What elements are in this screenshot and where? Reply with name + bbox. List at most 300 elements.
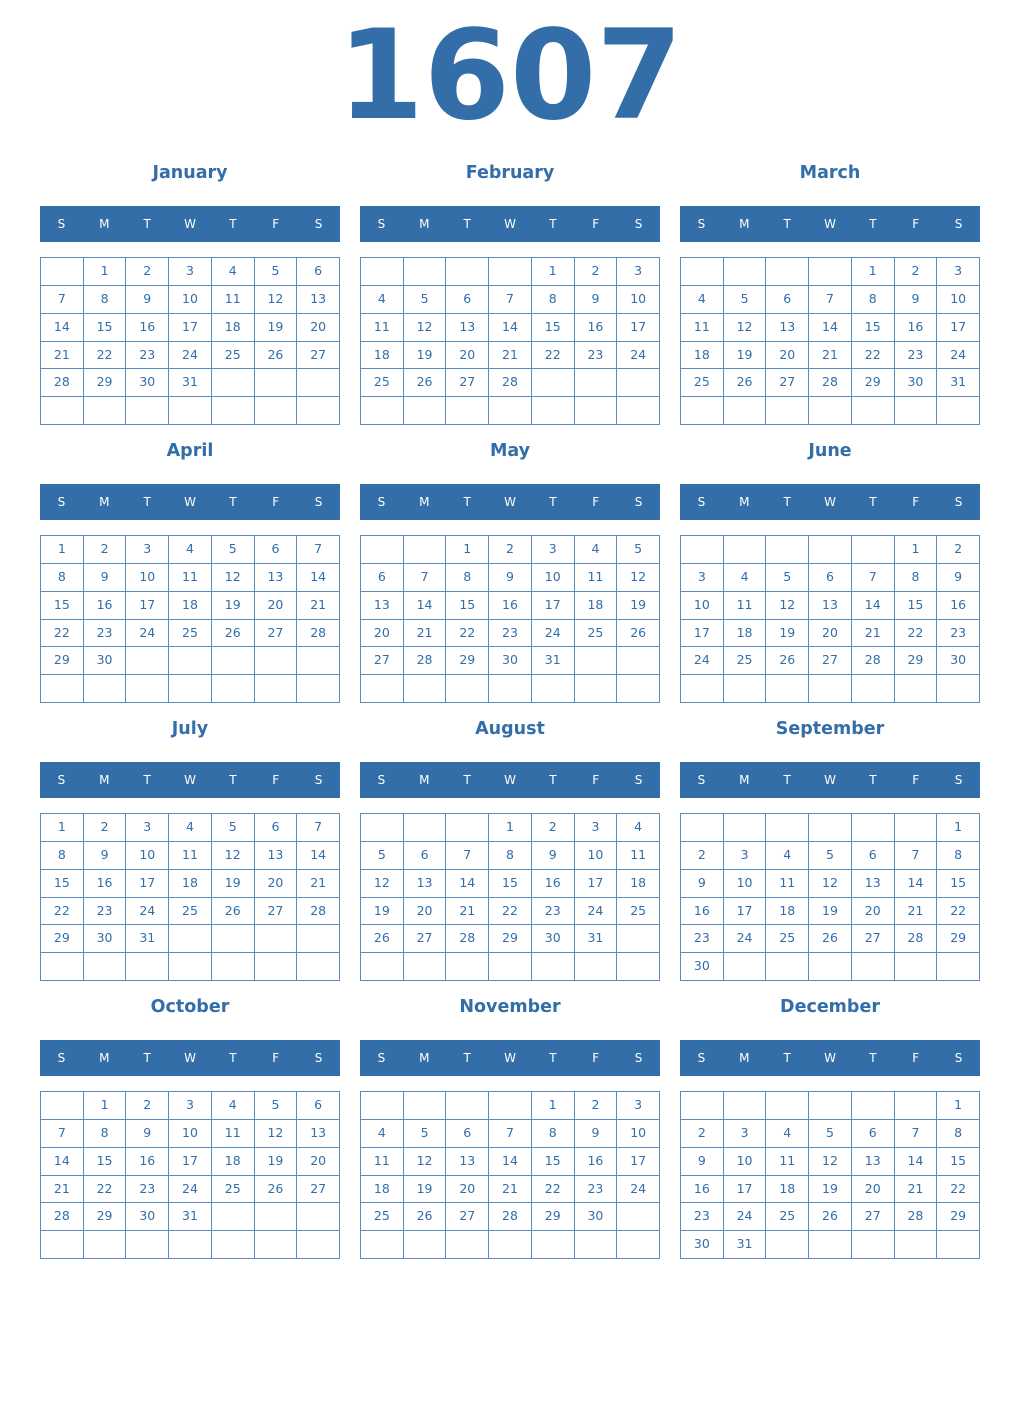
day-cell: 3 (681, 564, 724, 592)
empty-day-cell (724, 814, 767, 842)
weekday-label: W (184, 773, 196, 787)
weekday-label: T (229, 217, 237, 231)
empty-day-cell (617, 397, 660, 425)
empty-day-cell (169, 675, 212, 703)
weekday-label: W (824, 495, 836, 509)
day-cell: 21 (809, 342, 852, 370)
day-cell: 5 (809, 1120, 852, 1148)
day-cell: 26 (809, 925, 852, 953)
day-cell: 31 (126, 925, 169, 953)
day-cell: 16 (84, 592, 127, 620)
weekday-label: M (739, 217, 750, 231)
day-cell: 20 (361, 620, 404, 648)
empty-day-cell (212, 1203, 255, 1231)
empty-day-cell (489, 397, 532, 425)
day-cell: 2 (681, 842, 724, 870)
day-cell: 27 (255, 898, 298, 926)
empty-day-cell (681, 536, 724, 564)
empty-day-cell (532, 953, 575, 981)
empty-day-cell (852, 953, 895, 981)
weekday-header (680, 484, 980, 520)
day-cell: 4 (169, 536, 212, 564)
day-cell: 27 (852, 1203, 895, 1231)
day-cell: 4 (361, 286, 404, 314)
day-cell: 3 (617, 1092, 660, 1120)
day-cell: 7 (895, 842, 938, 870)
day-cell: 9 (575, 286, 618, 314)
empty-day-cell (212, 1231, 255, 1259)
day-cell: 5 (404, 1120, 447, 1148)
day-cell: 24 (126, 620, 169, 648)
day-cell: 13 (852, 1148, 895, 1176)
empty-day-cell (937, 675, 980, 703)
empty-day-cell (681, 397, 724, 425)
day-cell: 16 (681, 898, 724, 926)
day-cell: 15 (489, 870, 532, 898)
weekday-label: M (419, 217, 430, 231)
weekday-label: T (143, 1051, 151, 1065)
day-cell: 27 (809, 647, 852, 675)
day-cell: 24 (575, 898, 618, 926)
day-cell: 17 (724, 898, 767, 926)
empty-day-cell (446, 397, 489, 425)
day-cell: 17 (532, 592, 575, 620)
day-cell: 1 (41, 536, 84, 564)
day-cell: 25 (361, 369, 404, 397)
empty-day-cell (446, 1092, 489, 1120)
day-cell: 27 (297, 1176, 340, 1204)
day-cell: 14 (895, 1148, 938, 1176)
day-cell: 17 (617, 1148, 660, 1176)
day-cell: 7 (489, 286, 532, 314)
weekday-label: S (57, 1051, 66, 1065)
day-cell: 8 (532, 1120, 575, 1148)
empty-day-cell (766, 536, 809, 564)
weekday-header (360, 484, 660, 520)
day-cell: 2 (575, 258, 618, 286)
month-name: September (775, 719, 885, 739)
day-cell: 27 (446, 1203, 489, 1231)
empty-day-cell (532, 369, 575, 397)
empty-day-cell (446, 675, 489, 703)
weekday-label: W (824, 773, 836, 787)
weekday-label: M (99, 773, 110, 787)
weekday-label: T (463, 773, 471, 787)
day-cell: 7 (809, 286, 852, 314)
empty-day-cell (41, 1092, 84, 1120)
day-cell: 13 (766, 314, 809, 342)
weekday-label: S (377, 773, 386, 787)
day-cell: 21 (489, 342, 532, 370)
day-cell: 14 (489, 314, 532, 342)
day-cell: 3 (724, 1120, 767, 1148)
day-cell: 29 (489, 925, 532, 953)
day-cell: 22 (937, 898, 980, 926)
day-cell: 29 (84, 1203, 127, 1231)
day-cell: 3 (937, 258, 980, 286)
weekday-label: T (463, 1051, 471, 1065)
day-cell: 30 (681, 1231, 724, 1259)
weekday-header (360, 206, 660, 242)
day-cell: 3 (575, 814, 618, 842)
day-cell: 22 (446, 620, 489, 648)
day-cell: 16 (895, 314, 938, 342)
day-cell: 24 (724, 1203, 767, 1231)
day-grid (360, 535, 660, 703)
day-cell: 11 (169, 842, 212, 870)
weekday-label: S (954, 495, 963, 509)
month-name: October (150, 997, 230, 1017)
day-cell: 20 (446, 1176, 489, 1204)
weekday-header (360, 1040, 660, 1076)
day-cell: 1 (489, 814, 532, 842)
day-cell: 10 (575, 842, 618, 870)
day-cell: 4 (169, 814, 212, 842)
day-cell: 17 (681, 620, 724, 648)
day-cell: 13 (255, 564, 298, 592)
day-cell: 24 (681, 647, 724, 675)
day-cell: 9 (575, 1120, 618, 1148)
day-cell: 1 (532, 258, 575, 286)
weekday-label: S (634, 217, 643, 231)
day-cell: 10 (724, 1148, 767, 1176)
day-cell: 18 (169, 592, 212, 620)
weekday-label: M (419, 1051, 430, 1065)
day-cell: 19 (724, 342, 767, 370)
day-cell: 13 (361, 592, 404, 620)
day-cell: 19 (404, 342, 447, 370)
day-cell: 9 (126, 286, 169, 314)
day-cell: 10 (169, 286, 212, 314)
day-cell: 17 (724, 1176, 767, 1204)
empty-day-cell (766, 675, 809, 703)
empty-day-cell (489, 675, 532, 703)
day-cell: 17 (575, 870, 618, 898)
day-cell: 13 (446, 314, 489, 342)
day-cell: 2 (126, 1092, 169, 1120)
weekday-label: T (143, 495, 151, 509)
day-cell: 2 (895, 258, 938, 286)
weekday-label: F (912, 217, 920, 231)
empty-day-cell (169, 925, 212, 953)
day-cell: 30 (126, 369, 169, 397)
empty-day-cell (255, 397, 298, 425)
day-cell: 9 (126, 1120, 169, 1148)
day-cell: 11 (361, 1148, 404, 1176)
day-cell: 20 (255, 870, 298, 898)
empty-day-cell (724, 1092, 767, 1120)
weekday-header (680, 762, 980, 798)
month-name: May (489, 441, 531, 461)
weekday-label: T (143, 773, 151, 787)
weekday-label: S (377, 217, 386, 231)
day-cell: 26 (255, 1176, 298, 1204)
empty-day-cell (575, 1231, 618, 1259)
empty-day-cell (404, 675, 447, 703)
day-cell: 22 (489, 898, 532, 926)
day-cell: 18 (681, 342, 724, 370)
day-cell: 19 (212, 592, 255, 620)
day-cell: 4 (766, 1120, 809, 1148)
day-cell: 20 (255, 592, 298, 620)
empty-day-cell (766, 1231, 809, 1259)
empty-day-cell (169, 1231, 212, 1259)
day-cell: 25 (766, 1203, 809, 1231)
empty-day-cell (489, 258, 532, 286)
day-cell: 21 (41, 1176, 84, 1204)
empty-day-cell (852, 1092, 895, 1120)
day-cell: 19 (255, 1148, 298, 1176)
weekday-label: F (912, 495, 920, 509)
day-cell: 20 (446, 342, 489, 370)
empty-day-cell (126, 397, 169, 425)
day-grid (680, 535, 980, 703)
day-cell: 3 (169, 1092, 212, 1120)
day-grid (40, 1091, 340, 1259)
day-cell: 4 (212, 258, 255, 286)
day-cell: 27 (297, 342, 340, 370)
day-cell: 11 (169, 564, 212, 592)
day-cell: 27 (446, 369, 489, 397)
empty-day-cell (361, 1231, 404, 1259)
day-cell: 25 (212, 1176, 255, 1204)
day-cell: 13 (404, 870, 447, 898)
day-cell: 31 (532, 647, 575, 675)
day-cell: 10 (617, 286, 660, 314)
empty-day-cell (255, 369, 298, 397)
empty-day-cell (895, 675, 938, 703)
day-cell: 29 (852, 369, 895, 397)
empty-day-cell (84, 953, 127, 981)
day-cell: 15 (532, 1148, 575, 1176)
day-cell: 6 (852, 842, 895, 870)
empty-day-cell (404, 258, 447, 286)
empty-day-cell (532, 675, 575, 703)
weekday-label: F (272, 773, 280, 787)
empty-day-cell (724, 953, 767, 981)
day-cell: 14 (446, 870, 489, 898)
day-cell: 23 (681, 1203, 724, 1231)
day-cell: 1 (84, 1092, 127, 1120)
day-cell: 6 (766, 286, 809, 314)
day-cell: 25 (617, 898, 660, 926)
day-cell: 9 (532, 842, 575, 870)
day-cell: 1 (41, 814, 84, 842)
weekday-header (40, 484, 340, 520)
day-cell: 22 (532, 1176, 575, 1204)
weekday-label: F (272, 1051, 280, 1065)
empty-day-cell (852, 536, 895, 564)
empty-day-cell (446, 814, 489, 842)
day-cell: 22 (895, 620, 938, 648)
empty-day-cell (937, 397, 980, 425)
empty-day-cell (852, 675, 895, 703)
empty-day-cell (297, 397, 340, 425)
day-cell: 8 (84, 1120, 127, 1148)
weekday-label: W (504, 773, 516, 787)
day-cell: 9 (681, 1148, 724, 1176)
day-cell: 5 (766, 564, 809, 592)
weekday-label: W (824, 217, 836, 231)
empty-day-cell (169, 647, 212, 675)
month-name: April (166, 441, 214, 461)
day-cell: 6 (297, 1092, 340, 1120)
day-cell: 28 (489, 1203, 532, 1231)
day-cell: 18 (766, 1176, 809, 1204)
empty-day-cell (809, 397, 852, 425)
day-cell: 28 (41, 1203, 84, 1231)
day-cell: 21 (895, 1176, 938, 1204)
empty-day-cell (895, 1092, 938, 1120)
weekday-label: T (463, 217, 471, 231)
empty-day-cell (575, 953, 618, 981)
empty-day-cell (169, 953, 212, 981)
empty-day-cell (681, 1092, 724, 1120)
day-cell: 6 (255, 814, 298, 842)
day-cell: 15 (41, 592, 84, 620)
day-cell: 2 (937, 536, 980, 564)
day-cell: 31 (169, 369, 212, 397)
day-cell: 12 (404, 314, 447, 342)
weekday-label: W (184, 495, 196, 509)
day-cell: 18 (724, 620, 767, 648)
weekday-label: S (314, 217, 323, 231)
day-cell: 6 (446, 1120, 489, 1148)
weekday-header (680, 1040, 980, 1076)
day-cell: 14 (852, 592, 895, 620)
day-cell: 19 (766, 620, 809, 648)
weekday-label: T (783, 773, 791, 787)
day-cell: 9 (84, 842, 127, 870)
day-cell: 28 (446, 925, 489, 953)
day-cell: 23 (681, 925, 724, 953)
day-cell: 16 (681, 1176, 724, 1204)
day-cell: 27 (404, 925, 447, 953)
empty-day-cell (617, 675, 660, 703)
day-cell: 12 (766, 592, 809, 620)
day-cell: 29 (895, 647, 938, 675)
day-grid (680, 813, 980, 981)
day-cell: 6 (361, 564, 404, 592)
weekday-label: T (549, 1051, 557, 1065)
day-cell: 10 (681, 592, 724, 620)
empty-day-cell (937, 1231, 980, 1259)
day-cell: 5 (361, 842, 404, 870)
weekday-label: T (463, 495, 471, 509)
day-cell: 14 (809, 314, 852, 342)
day-cell: 2 (84, 814, 127, 842)
weekday-label: S (314, 773, 323, 787)
day-cell: 21 (297, 592, 340, 620)
weekday-label: T (783, 1051, 791, 1065)
day-grid (360, 257, 660, 425)
day-cell: 29 (937, 1203, 980, 1231)
day-grid (360, 1091, 660, 1259)
weekday-label: S (57, 217, 66, 231)
day-cell: 31 (724, 1231, 767, 1259)
empty-day-cell (255, 1203, 298, 1231)
empty-day-cell (809, 1092, 852, 1120)
day-cell: 11 (575, 564, 618, 592)
day-cell: 17 (126, 870, 169, 898)
day-cell: 4 (575, 536, 618, 564)
day-cell: 1 (84, 258, 127, 286)
weekday-label: T (229, 773, 237, 787)
month-name: July (171, 719, 209, 739)
day-cell: 22 (41, 898, 84, 926)
day-cell: 5 (404, 286, 447, 314)
day-cell: 11 (724, 592, 767, 620)
weekday-label: T (229, 1051, 237, 1065)
day-cell: 20 (297, 314, 340, 342)
empty-day-cell (489, 1092, 532, 1120)
empty-day-cell (84, 675, 127, 703)
weekday-label: M (739, 773, 750, 787)
day-cell: 2 (575, 1092, 618, 1120)
day-cell: 27 (852, 925, 895, 953)
empty-day-cell (489, 1231, 532, 1259)
day-cell: 4 (766, 842, 809, 870)
weekday-label: S (697, 773, 706, 787)
day-cell: 13 (297, 286, 340, 314)
empty-day-cell (809, 953, 852, 981)
day-cell: 24 (724, 925, 767, 953)
empty-day-cell (404, 814, 447, 842)
day-cell: 21 (446, 898, 489, 926)
day-cell: 12 (255, 1120, 298, 1148)
empty-day-cell (724, 258, 767, 286)
weekday-label: T (869, 217, 877, 231)
day-cell: 16 (575, 314, 618, 342)
day-cell: 28 (41, 369, 84, 397)
day-cell: 23 (84, 620, 127, 648)
day-cell: 25 (575, 620, 618, 648)
empty-day-cell (617, 369, 660, 397)
day-cell: 26 (766, 647, 809, 675)
day-cell: 11 (361, 314, 404, 342)
empty-day-cell (575, 397, 618, 425)
day-cell: 1 (937, 1092, 980, 1120)
empty-day-cell (724, 397, 767, 425)
day-cell: 10 (617, 1120, 660, 1148)
day-cell: 14 (404, 592, 447, 620)
day-cell: 4 (724, 564, 767, 592)
day-cell: 3 (532, 536, 575, 564)
day-cell: 28 (809, 369, 852, 397)
day-cell: 8 (489, 842, 532, 870)
day-cell: 26 (617, 620, 660, 648)
day-cell: 21 (404, 620, 447, 648)
day-cell: 31 (937, 369, 980, 397)
day-cell: 12 (361, 870, 404, 898)
day-cell: 2 (489, 536, 532, 564)
empty-day-cell (681, 814, 724, 842)
day-cell: 24 (532, 620, 575, 648)
day-cell: 16 (937, 592, 980, 620)
day-cell: 23 (937, 620, 980, 648)
empty-day-cell (895, 397, 938, 425)
day-cell: 25 (766, 925, 809, 953)
day-cell: 11 (766, 870, 809, 898)
empty-day-cell (361, 536, 404, 564)
empty-day-cell (617, 925, 660, 953)
day-cell: 27 (361, 647, 404, 675)
empty-day-cell (489, 953, 532, 981)
day-cell: 29 (532, 1203, 575, 1231)
empty-day-cell (852, 1231, 895, 1259)
day-cell: 20 (809, 620, 852, 648)
day-cell: 29 (937, 925, 980, 953)
